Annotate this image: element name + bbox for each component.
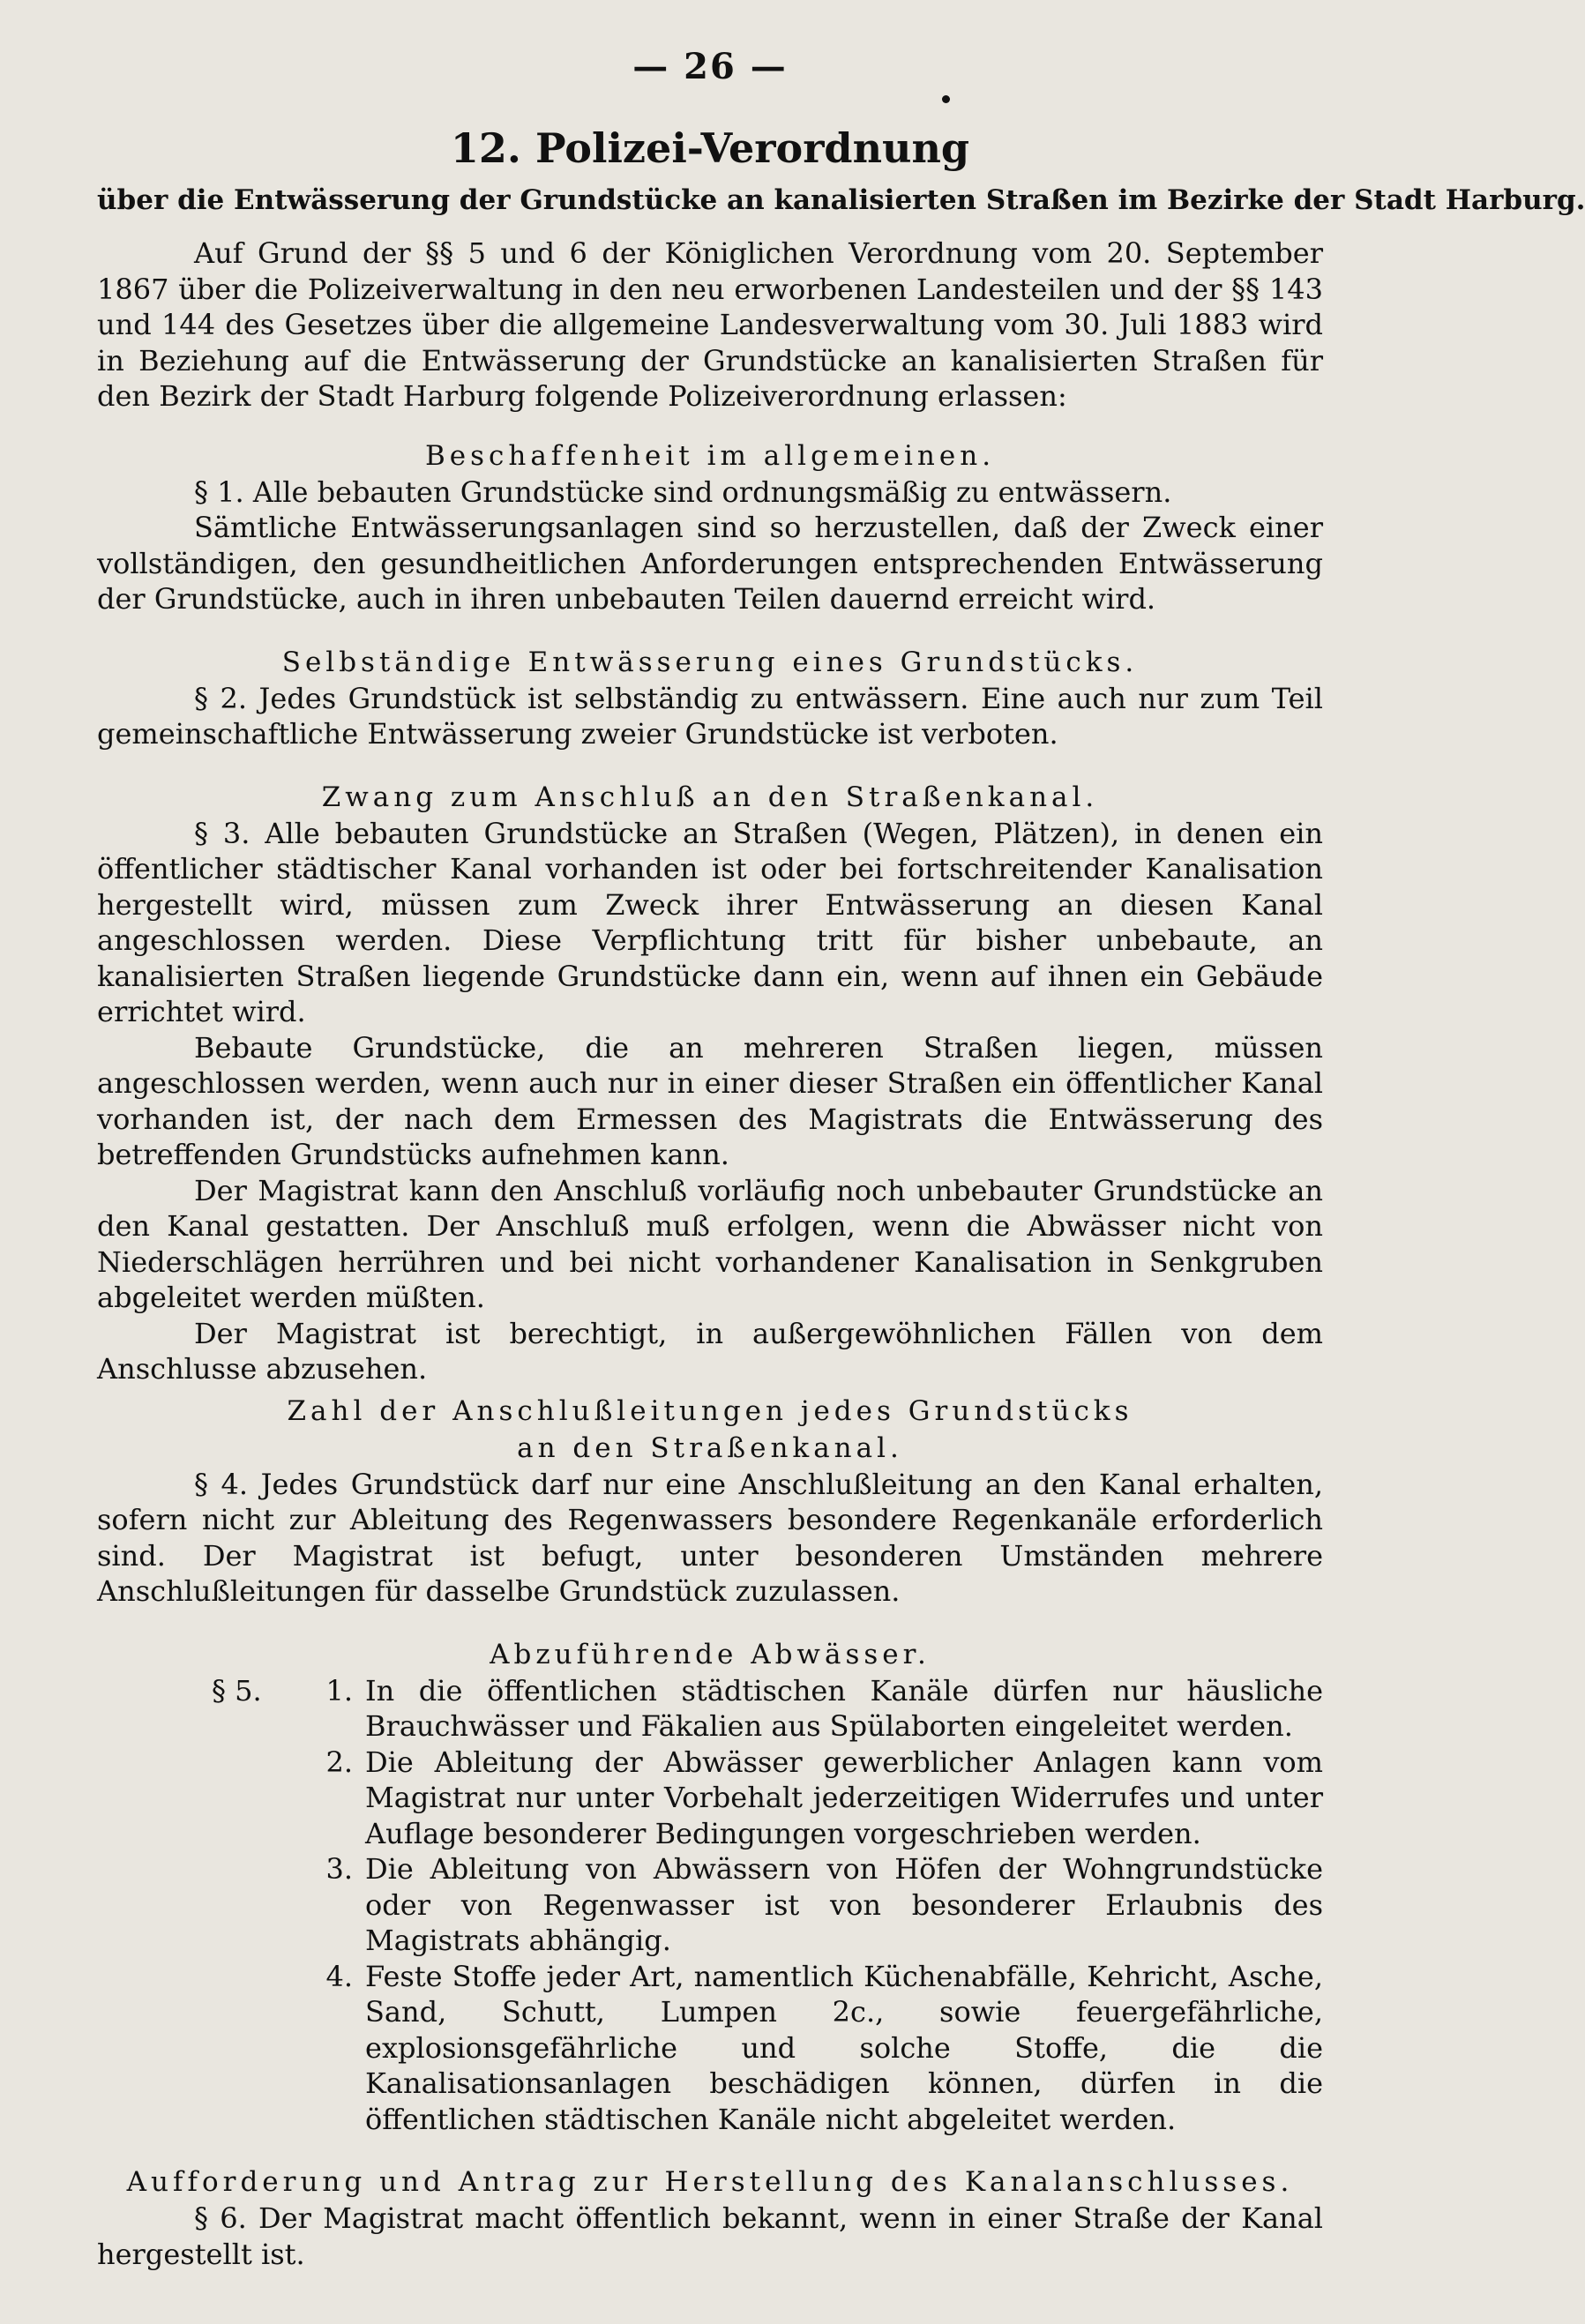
section-3-paragraph: § 3. Alle bebauten Grundstücke an Straßen (Wegen, Plätzen), in denen ein öffentlicher städtischer Kanal vorhanden ist oder bei fortschreitender Kanalisation hergestellt wird, müssen zum Zweck ihrer Entwässerung an diesen Kanal angeschlossen werden. Diese Verpflichtung tritt für bisher unbebaute, an kanalisierten Straßen liegende Grundstücke dann ein, wenn auf ihnen ein Gebäude errichtet wird. bbox=[97, 816, 1323, 1028]
list-item-number: 3. bbox=[325, 1852, 353, 1886]
list-item bbox=[97, 1745, 1323, 1852]
list-item bbox=[97, 1959, 1323, 2138]
section-heading-mandatory-connection: Zwang zum Anschluß an den Straßenkanal. bbox=[321, 781, 1099, 813]
list-item-number: 4. bbox=[325, 1959, 353, 1993]
list-item-text: Die Ableitung von Abwässern von Höfen der Wohngrundstücke oder von Regenwasser ist von besonderer Erlaubnis des Magistrats abhängig. bbox=[365, 1852, 1323, 1957]
section-2-paragraph: § 2. Jedes Grundstück ist selbständig zu entwässern. Eine auch nur zum Teil gemeinschaftliche Entwässerung zweier Grundstücke ist verboten. bbox=[97, 681, 1323, 751]
section-5-label: § 5. bbox=[212, 1673, 262, 1708]
document-subtitle: über die Entwässerung der Grundstücke an kanalisierten Straßen im Bezirke der Stadt Harburg. bbox=[97, 184, 1585, 216]
list-item-number: 2. bbox=[325, 1745, 353, 1779]
list-item bbox=[97, 1851, 1323, 1959]
section-3-paragraph: Der Magistrat kann den Anschluß vorläufig noch unbebauter Grundstücke an den Kanal gestatten. Der Anschluß muß erfolgen, wenn die Abwässer nicht von Niederschlägen herrühren und bei nicht vorhandener Kanalisation in Senkgruben abgeleitet werden müßten. bbox=[97, 1173, 1323, 1314]
section-heading-number-of-connections-line2: an den Straßenkanal. bbox=[517, 1431, 903, 1464]
list-item-text: In die öffentlichen städtischen Kanäle dürfen nur häusliche Brauchwässer und Fäkalien aus Spülaborten eingeleitet werden. bbox=[365, 1673, 1323, 1743]
list-item-number: 1. bbox=[325, 1673, 353, 1708]
section-1-paragraph: Sämtliche Entwässerungsanlagen sind so herzustellen, daß der Zweck einer vollständigen, den gesundheitlichen Anforderungen entsprechenden Entwässerung der Grundstücke, auch in ihren unbebauten Teilen dauernd erreicht wird. bbox=[97, 511, 1323, 616]
section-6-paragraph: § 6. Der Magistrat macht öffentlich bekannt, wenn in einer Straße der Kanal hergestellt ist. bbox=[97, 2201, 1323, 2271]
section-1-paragraph: § 1. Alle bebauten Grundstücke sind ordnungsmäßig zu entwässern. bbox=[194, 475, 1172, 509]
print-speck bbox=[942, 95, 950, 103]
page-number: — 26 — bbox=[632, 46, 788, 87]
list-item-text: Feste Stoffe jeder Art, namentlich Küchenabfälle, Kehricht, Asche, Sand, Schutt, Lumpen 2c., sowie feuergefährliche, explosionsgefährliche und solche Stoffe, die die Kanalisationsanlagen beschädigen können, dürfen in die öffentlichen städtischen Kanäle nicht abgeleitet werden. bbox=[365, 1959, 1323, 2136]
section-heading-connection-request: Aufforderung und Antrag zur Herstellung des Kanalanschlusses. bbox=[126, 2166, 1294, 2198]
section-heading-independent-drainage: Selbständige Entwässerung eines Grundstücks. bbox=[281, 646, 1139, 678]
preamble-paragraph: Auf Grund der §§ 5 und 6 der Königlichen Verordnung vom 20. September 1867 über die Polizeiverwaltung in den neu erworbenen Landesteilen und der §§ 143 und 144 des Gesetzes über die allgemeine Landesverwaltung vom 30. Juli 1883 wird in Beziehung auf die Entwässerung der Grundstücke an kanalisierten Straßen für den Bezirk der Stadt Harburg folgende Polizeiverordnung erlassen: bbox=[97, 236, 1323, 413]
section-3-paragraph: Bebaute Grundstücke, die an mehreren Straßen liegen, müssen angeschlossen werden, wenn auch nur in einer dieser Straßen ein öffentlicher Kanal vorhanden ist, der nach dem Ermessen des Magistrats die Entwässerung des betreffenden Grundstücks aufnehmen kann. bbox=[97, 1030, 1323, 1171]
section-4-paragraph: § 4. Jedes Grundstück darf nur eine Anschlußleitung an den Kanal erhalten, sofern nicht zur Ableitung des Regenwassers besondere Regenkanäle erforderlich sind. Der Magistrat ist befugt, unter besonderen Umständen mehrere Anschlußleitungen für dasselbe Grundstück zuzulassen. bbox=[97, 1467, 1323, 1608]
section-5-list bbox=[97, 1673, 1323, 2138]
list-item bbox=[97, 1673, 1323, 1745]
document-title: 12. Polizei-Verordnung bbox=[450, 124, 970, 172]
section-heading-waste-water: Abzuführende Abwässer. bbox=[490, 1638, 931, 1670]
section-heading-general: Beschaffenheit im allgemeinen. bbox=[424, 439, 996, 472]
section-heading-number-of-connections: Zahl der Anschlußleitungen jedes Grundstücks bbox=[287, 1394, 1133, 1427]
list-item-text: Die Ableitung der Abwässer gewerblicher Anlagen kann vom Magistrat nur unter Vorbehalt jederzeitigen Widerrufes und unter Auflage besonderer Bedingungen vorgeschrieben werden. bbox=[365, 1745, 1323, 1850]
section-3-paragraph: Der Magistrat ist berechtigt, in außergewöhnlichen Fällen von dem Anschlusse abzusehen. bbox=[97, 1316, 1323, 1386]
